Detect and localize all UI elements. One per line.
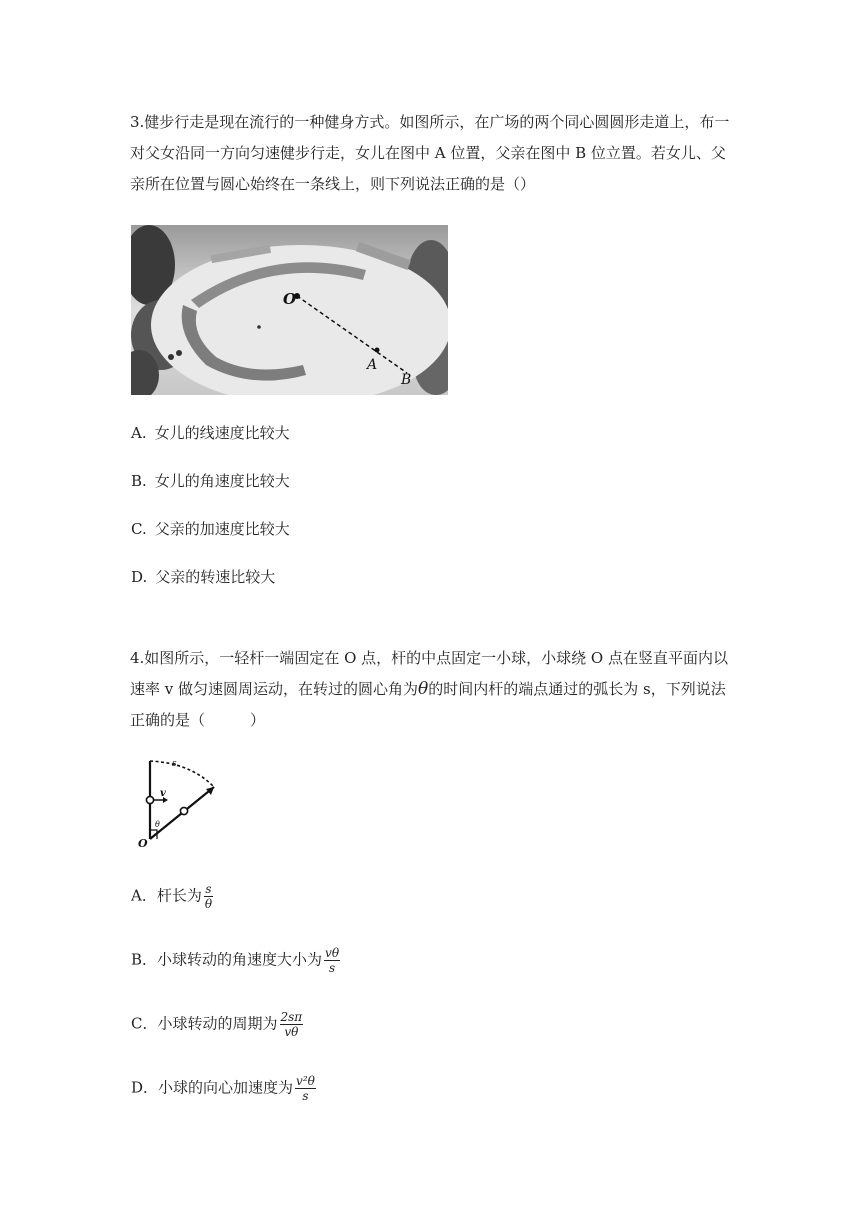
q3-plaza-photo <box>131 225 448 395</box>
q3-option-c[interactable]: C. 父亲的加速度比较大 <box>131 520 290 538</box>
q4-stem: 4.如图所示，一轻杆一端固定在 O 点，杆的中点固定一小球，小球绕 O 点在竖直平面内以速率 v 做匀速圆周运动，在转过的圆心角为θ的时间内杆的端点通过的弧长为 s，下列说法正确的是（ ） <box>130 649 728 729</box>
q4-rod-diagram <box>132 755 224 850</box>
label-B: B <box>401 372 412 388</box>
label-v: v <box>160 788 166 799</box>
q3-stem: 3.健步行走是现在流行的一种健身方式。如图所示，在广场的两个同心圆圆形走道上，布一对父女沿同一方向匀速健步行走，女儿在图中 A 位置，父亲在图中 B 位立置。若女儿、父亲所在位置与圆心始终在一条线上，则下列说法正确的是（） <box>130 113 730 193</box>
label-s: s <box>172 759 177 769</box>
q4-option-a[interactable]: A．杆长为 $\frac{s}{\theta}$ <box>131 882 213 911</box>
fraction: $\frac{\text{v²θ}}{s}$ <box>296 1074 315 1103</box>
fraction: $\frac{s}{\theta}$ <box>204 882 213 911</box>
fraction: $\frac{2s\pi}{v\theta}$ <box>280 1010 303 1039</box>
q4-option-d[interactable]: D．小球的向心加速度为 $\frac{\text{v²θ}}{s}$ <box>131 1074 315 1103</box>
label-O: O <box>283 290 297 308</box>
q3-option-b[interactable]: B. 女儿的角速度比较大 <box>131 472 290 490</box>
fraction: $\frac{v\theta}{s}$ <box>325 946 340 975</box>
q3-option-a[interactable]: A. 女儿的线速度比较大 <box>131 424 290 442</box>
label-theta: θ <box>155 820 160 829</box>
label-A: A <box>367 357 378 373</box>
q4-option-c[interactable]: C．小球转动的周期为 $\frac{2s\pi}{v\theta}$ <box>131 1010 303 1039</box>
label-pivot-O: O <box>138 837 148 850</box>
q4-option-b[interactable]: B．小球转动的角速度大小为 $\frac{v\theta}{s}$ <box>131 946 340 975</box>
theta-symbol: θ <box>418 679 429 699</box>
q3-option-d[interactable]: D. 父亲的转速比较大 <box>131 568 276 586</box>
